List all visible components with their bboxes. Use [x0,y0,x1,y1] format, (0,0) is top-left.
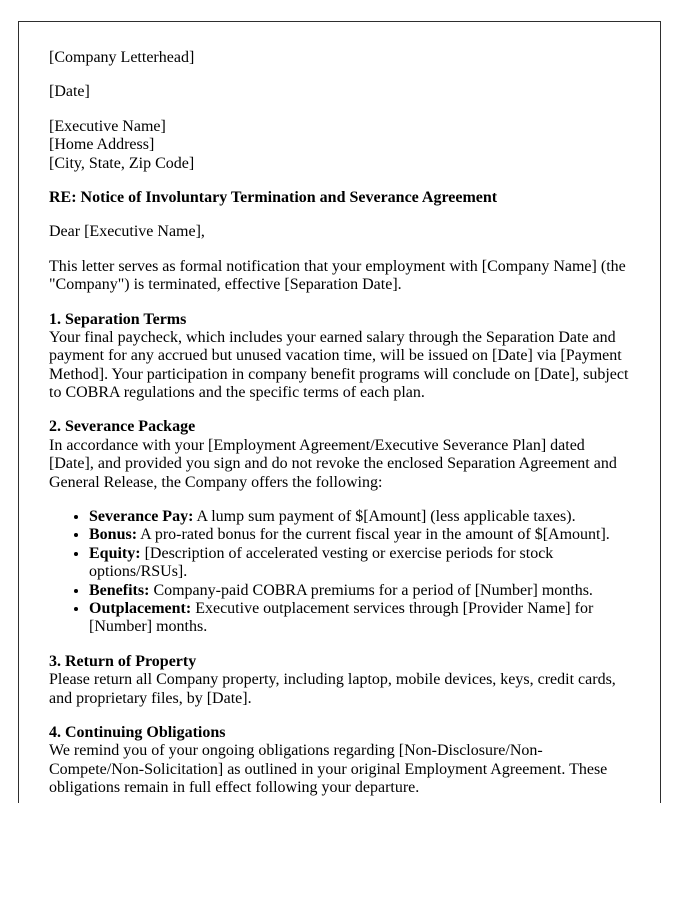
salutation: Dear [Executive Name], [49,223,205,241]
section-heading: 1. Separation Terms [49,310,187,328]
list-item-text: [Description of accelerated vesting or exercise periods for stock options/RSUs]. [89,544,554,581]
recipient-city-state-zip: [City, State, Zip Code] [49,154,195,172]
section-body: We remind you of your ongoing obligations regarding [Non-Disclosure/Non-Compete/Non-Solicitation] as outlined in your original Employment Agreement. These obligations remain in full effect following your departure. [49,742,608,797]
company-letterhead: [Company Letterhead] [49,49,195,66]
section-body: Please return all Company property, including laptop, mobile devices, keys, credit cards, and proprietary files, by [Date]. [49,671,616,707]
section-return-of-property [49,653,630,708]
section-heading: 3. Return of Property [49,652,197,670]
bullet-equity [89,545,630,582]
severance-benefits-list [49,508,630,637]
list-item-label: Outplacement: [89,599,192,617]
section-heading: 2. Severance Package [49,418,196,436]
list-item-label: Equity: [89,544,141,562]
termination-letter [18,21,661,803]
section-body: Your final paycheck, which includes your earned salary through the Separation Date and payment for any accrued but unused vacation time, will be issued on [Date] via [Payment Method]. Your participation in company benefit programs will conclude on [Date], subject to COBRA regulations and the specific terms of each plan. [49,328,629,402]
section-separation-terms [49,311,630,403]
section-heading: 4. Continuing Obligations [49,723,226,741]
list-item-text: Company-paid COBRA premiums for a period of [Number] months. [153,581,593,599]
letter-date: [Date] [49,83,90,101]
section-body: In accordance with your [Employment Agreement/Executive Severance Plan] dated [Date], and provided you sign and do not revoke the enclosed Separation Agreement and General Release, the Company offers the following: [49,436,617,491]
bullet-bonus [89,526,630,544]
section-severance-package [49,418,630,492]
list-item-label: Benefits: [89,581,150,599]
bullet-severance-pay [89,508,630,526]
subject-line: RE: Notice of Involuntary Termination and Severance Agreement [49,188,498,206]
recipient-home-address: [Home Address] [49,136,155,154]
bullet-benefits [89,582,630,600]
intro-paragraph: This letter serves as formal notification that your employment with [Company Name] (the "Company") is terminated, effective [Separation Date]. [49,257,626,294]
bullet-outplacement [89,600,630,637]
list-item-text: A pro-rated bonus for the current fiscal year in the amount of $[Amount]. [140,526,610,544]
list-item-text: Executive outplacement services through [Provider Name] for [Number] months. [89,599,594,636]
section-continuing-obligations [49,724,630,798]
recipient-name: [Executive Name] [49,117,166,135]
list-item-label: Bonus: [89,526,138,544]
list-item-label: Severance Pay: [89,508,194,526]
list-item-text: A lump sum payment of $[Amount] (less applicable taxes). [196,508,576,526]
recipient-address-block [49,118,630,173]
